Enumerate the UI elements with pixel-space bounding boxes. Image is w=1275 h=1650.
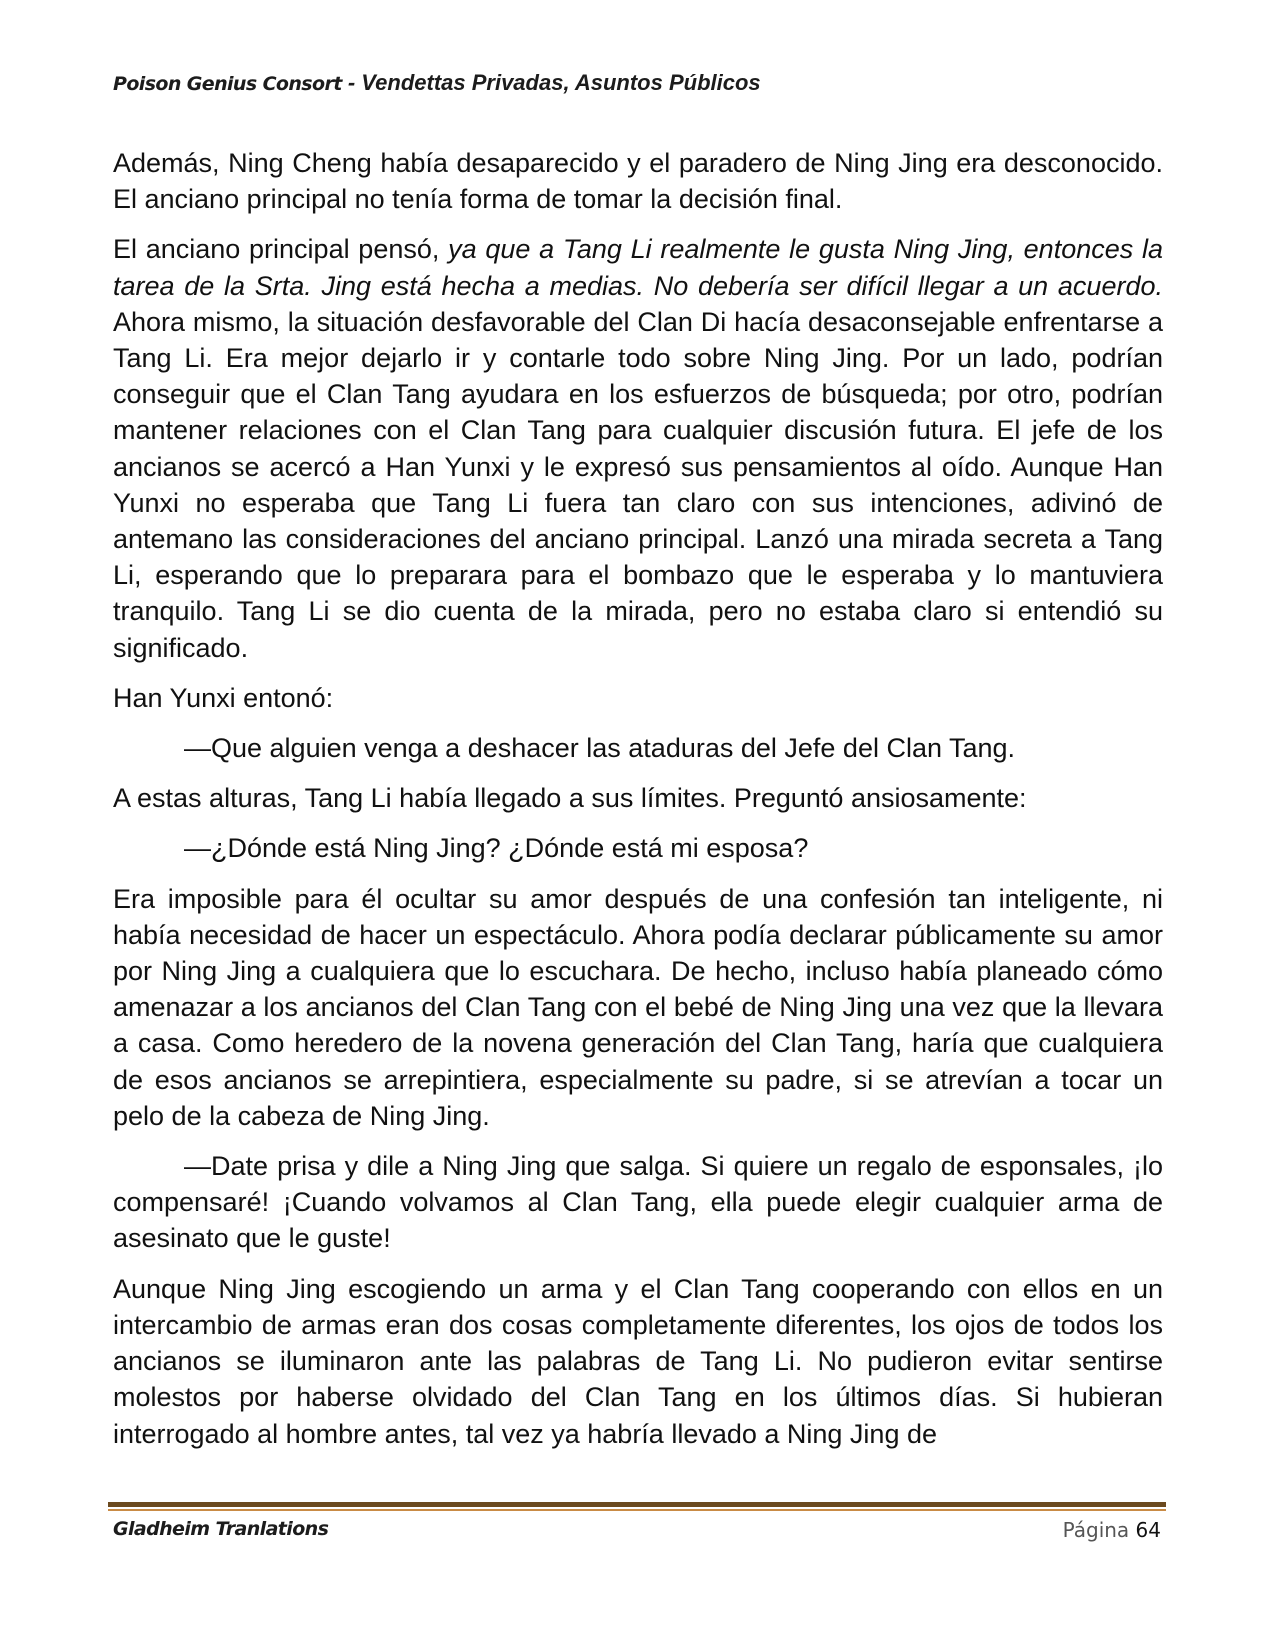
text-run: —¿Dónde está Ning Jing? ¿Dónde está mi esposa? (184, 833, 809, 864)
publisher-name: Gladheim Tranlations (113, 1518, 329, 1540)
paragraph (113, 145, 1163, 217)
text-run: Ahora mismo, la situación desfavorable del Clan Di hacía desaconsejable enfrentarse a Tang Li. Era mejor dejarlo ir y contarle todo sobre Ning Jing. Por un lado, podrían conseguir que el Clan Tang ayudara en los esfuerzos de búsqueda; por otro, podrían mantener relaciones con el Clan Tang para cualquier discusión futura. El jefe de los ancianos se acercó a Han Yunxi y le expresó sus pensamientos al oído. Aunque Han Yunxi no esperaba que Tang Li fuera tan claro con sus intenciones, adivinó de antemano las consideraciones del anciano principal. Lanzó una mirada secreta a Tang Li, esperando que lo preparara para el bombazo que le esperaba y lo mantuviera tranquilo. Tang Li se dio cuenta de la mirada, pero no estaba claro si entendió su significado. (113, 306, 1163, 663)
book-title: Poison Genius Consort (113, 73, 342, 95)
footer-rule-thin (108, 1509, 1166, 1511)
chapter-title: Vendettas Privadas, Asuntos Públicos (361, 70, 761, 95)
paragraph (113, 1271, 1163, 1452)
paragraph (113, 231, 1163, 665)
page-label: Página (1062, 1518, 1130, 1542)
page-indicator (1063, 1518, 1161, 1542)
text-run: Aunque Ning Jing escogiendo un arma y el Clan Tang cooperando con ellos en un intercambio de armas eran dos cosas completamente diferentes, los ojos de todos los ancianos se iluminaron ante las palabras de Tang Li. No pudieron evitar sentirse molestos por haberse olvidado del Clan Tang en los últimos días. Si hubieran interrogado al hombre antes, tal vez ya habría llevado a Ning Jing de (113, 1273, 1163, 1449)
running-header (113, 70, 1163, 96)
page-number: 64 (1135, 1518, 1161, 1542)
footer-rule-thick (108, 1502, 1166, 1507)
dialog-paragraph (113, 830, 1163, 866)
text-run: A estas alturas, Tang Li había llegado a sus límites. Preguntó ansiosamente: (113, 783, 1027, 814)
header-separator: - (341, 70, 362, 95)
body-text (113, 145, 1163, 1466)
paragraph (113, 881, 1163, 1134)
paragraph (113, 680, 1163, 716)
text-run: —Date prisa y dile a Ning Jing que salga. Si quiere un regalo de esponsales, ¡lo compensaré! ¡Cuando volvamos al Clan Tang, ella puede elegir cualquier arma de asesinato que le guste! (113, 1151, 1163, 1254)
text-run: El anciano principal pensó, (113, 234, 449, 265)
text-run: Además, Ning Cheng había desaparecido y el paradero de Ning Jing era desconocido. El anciano principal no tenía forma de tomar la decisión final. (113, 148, 1163, 215)
italic-text: ya que a Tang Li realmente le gusta Ning Jing, entonces la tarea de la Srta. Jing está hecha a medias. No debería ser difícil llegar a un acuerdo. (113, 234, 1163, 301)
paragraph (113, 780, 1163, 816)
text-run: Era imposible para él ocultar su amor después de una confesión tan inteligente, ni había necesidad de hacer un espectáculo. Ahora podía declarar públicamente su amor por Ning Jing a cualquiera que lo escuchara. De hecho, incluso había planeado cómo amenazar a los ancianos del Clan Tang con el bebé de Ning Jing una vez que la llevara a casa. Como heredero de la novena generación del Clan Tang, haría que cualquiera de esos ancianos se arrepintiera, especialmente su padre, si se atrevían a tocar un pelo de la cabeza de Ning Jing. (113, 883, 1163, 1131)
text-run: —Que alguien venga a deshacer las ataduras del Jefe del Clan Tang. (184, 733, 1016, 764)
dialog-paragraph (113, 730, 1163, 766)
dialog-paragraph (113, 1148, 1163, 1257)
text-run: Han Yunxi entonó: (113, 682, 334, 713)
